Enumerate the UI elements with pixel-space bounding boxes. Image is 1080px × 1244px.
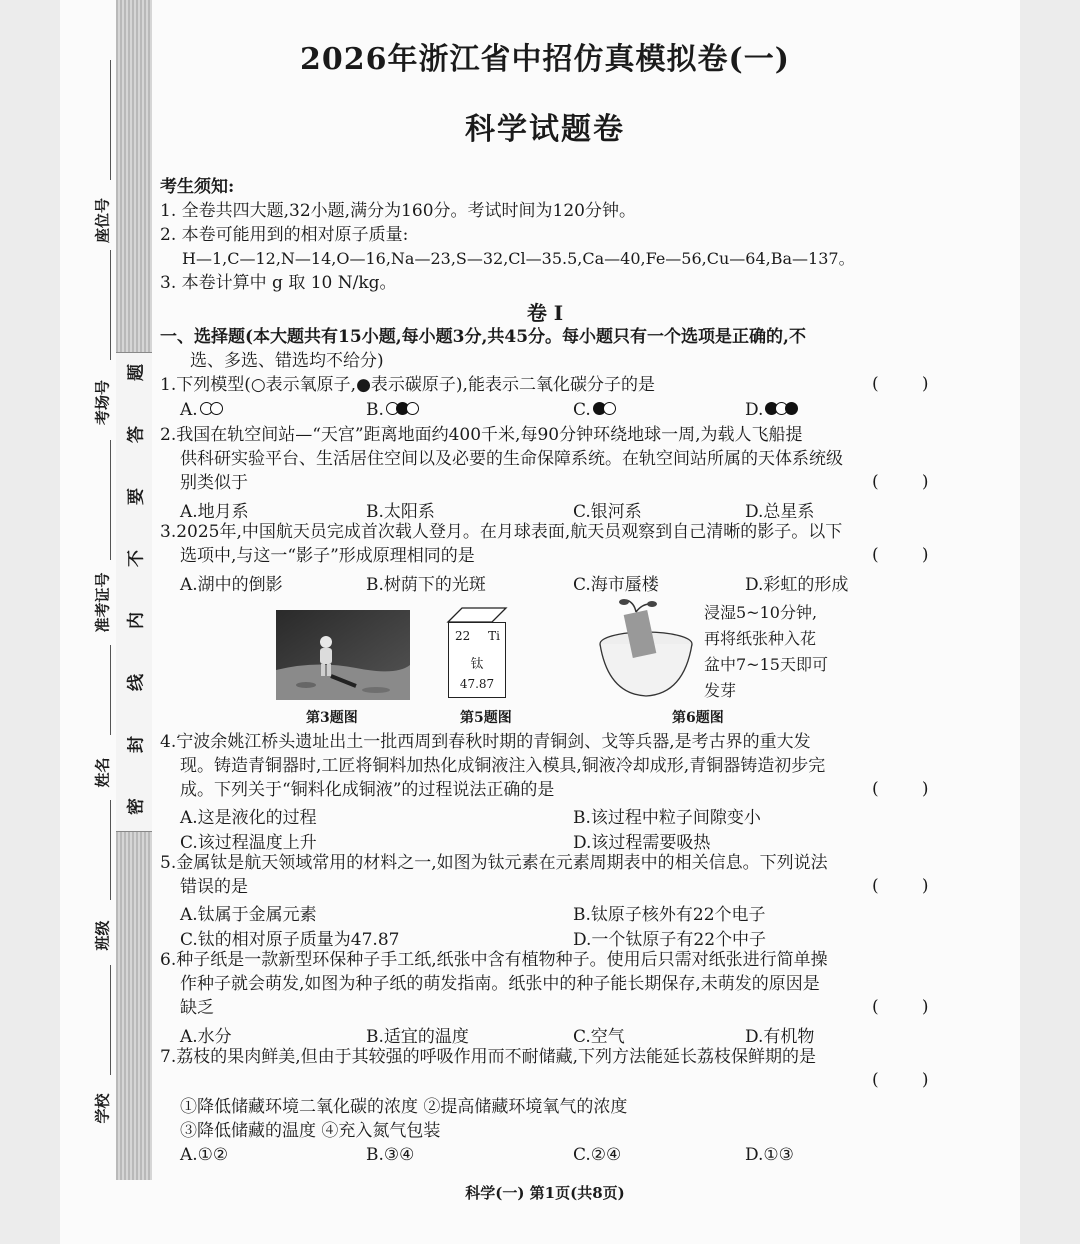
seed-guide-line-2: 再将纸张种入花: [704, 629, 817, 648]
q4-stem-1: 4.宁波余姚江桥头遗址出土一批西周到春秋时期的青铜剑、戈等兵器,是考古界的重大发: [160, 732, 811, 752]
figure-caption-3: 第3题图: [306, 710, 358, 726]
seed-guide-line-4: 发芽: [704, 681, 737, 700]
q1-stem: 1.下列模型(○表示氧原子,●表示碳原子),能表示二氧化碳分子的是: [160, 375, 655, 395]
q7-option-a[interactable]: A.①②: [180, 1145, 229, 1165]
q5-stem-2: 错误的是: [180, 877, 248, 897]
part1-intro-cont: 选、多选、错选均不给分): [190, 351, 384, 371]
q2-option-c[interactable]: C.银河系: [573, 502, 642, 522]
field-line: [110, 965, 111, 1075]
page-footer: 科学(一) 第1页(共8页): [465, 1184, 625, 1202]
seal-char: 封: [126, 736, 147, 753]
q4-option-a[interactable]: A.这是液化的过程: [180, 808, 317, 828]
field-line: [110, 440, 111, 560]
q4-option-c[interactable]: C.该过程温度上升: [180, 833, 317, 853]
q4-option-d[interactable]: D.该过程需要吸热: [573, 833, 711, 853]
cube-top-face: [446, 606, 508, 626]
option-letter: C.: [573, 400, 591, 420]
side-label-name: 姓名: [93, 757, 112, 788]
q4-option-b[interactable]: B.该过程中粒子间隙变小: [573, 808, 761, 828]
q1-option-a[interactable]: [180, 400, 223, 420]
figure-caption-5: 第5题图: [460, 710, 512, 726]
molecule-d: [765, 402, 798, 415]
q5-option-c[interactable]: C.钛的相对原子质量为47.87: [180, 930, 400, 950]
option-letter: A.: [180, 400, 198, 420]
answer-blank: ( ): [872, 997, 929, 1017]
q6-stem-1: 6.种子纸是一款新型环保种子手工纸,纸张中含有植物种子。使用后只需对纸张进行简单操: [160, 950, 828, 970]
notice-item-1: 1. 全卷共四大题,32小题,满分为160分。考试时间为120分钟。: [160, 201, 636, 221]
atomic-masses: H—1,C—12,N—14,O—16,Na—23,S—32,Cl—35.5,Ca—40,Fe—56,Cu—64,Ba—137。: [182, 249, 855, 268]
q5-option-d[interactable]: D.一个钛原子有22个中子: [573, 930, 767, 950]
seal-char: 题: [126, 364, 147, 381]
q3-option-c[interactable]: C.海市蜃楼: [573, 575, 659, 595]
side-label-seat: 座位号: [93, 198, 112, 244]
q6-option-c[interactable]: C.空气: [573, 1027, 625, 1047]
q6-option-a[interactable]: A.水分: [180, 1027, 232, 1047]
q3-option-a[interactable]: A.湖中的倒影: [180, 575, 283, 595]
section-title: 卷 I: [526, 301, 564, 325]
seal-char: 内: [126, 612, 147, 629]
answer-blank: ( ): [872, 779, 929, 799]
q2-option-a[interactable]: A.地月系: [180, 502, 249, 522]
answer-blank: ( ): [872, 876, 929, 896]
q2-option-d[interactable]: D.总星系: [745, 502, 815, 522]
side-label-ticket: 准考证号: [93, 572, 112, 633]
seed-guide-line-1: 浸湿5~10分钟,: [704, 603, 818, 622]
field-line: [110, 800, 111, 900]
q6-option-b[interactable]: B.适宜的温度: [366, 1027, 469, 1047]
field-line: [110, 60, 111, 180]
option-letter: D.: [745, 400, 764, 420]
molecule-c: [593, 402, 616, 415]
atomic-number: 22: [455, 629, 471, 643]
q7-statement-1: ①降低储藏环境二氧化碳的浓度 ②提高储藏环境氧气的浓度: [180, 1097, 628, 1117]
seal-box: [116, 352, 152, 832]
notice-item-3: 3. 本卷计算中 g 取 10 N/kg。: [160, 273, 397, 293]
q4-stem-2: 现。铸造青铜器时,工匠将铜料加热化成铜液注入模具,铜液冷却成形,青铜器铸造初步完: [180, 756, 826, 776]
figure-titanium-element: [448, 622, 506, 698]
q7-option-d[interactable]: D.①③: [745, 1145, 794, 1165]
seal-char: 要: [126, 488, 147, 505]
q6-stem-3: 缺乏: [180, 998, 214, 1018]
field-line: [110, 250, 111, 360]
side-label-school: 学校: [93, 1093, 112, 1124]
seal-char: 线: [126, 674, 147, 691]
option-letter: B.: [366, 400, 384, 420]
answer-blank: ( ): [872, 374, 929, 394]
element-name: 钛: [470, 657, 484, 672]
q4-stem-3: 成。下列关于“铜料化成铜液”的过程说法正确的是: [180, 780, 555, 800]
q3-option-d[interactable]: D.彩虹的形成: [745, 575, 849, 595]
q5-option-a[interactable]: A.钛属于金属元素: [180, 905, 317, 925]
molecule-a: [200, 402, 223, 415]
field-line: [110, 645, 111, 735]
answer-blank: ( ): [872, 472, 929, 492]
figure-astronaut-moon: [276, 610, 410, 700]
q3-stem-2: 选项中,与这一“影子”形成原理相同的是: [180, 546, 475, 566]
q7-statement-2: ③降低储藏的温度 ④充入氮气包装: [180, 1121, 441, 1141]
q2-stem-1: 2.我国在轨空间站—“天宫”距离地面约400千米,每90分钟环绕地球一周,为载人飞船提: [160, 425, 803, 445]
q7-option-b[interactable]: B.③④: [366, 1145, 415, 1165]
q6-stem-2: 作种子就会萌发,如图为种子纸的萌发指南。纸张中的种子能长期保存,未萌发的原因是: [180, 974, 820, 994]
notice-heading: 考生须知:: [160, 177, 235, 197]
q2-option-b[interactable]: B.太阳系: [366, 502, 435, 522]
seal-char: 不: [126, 550, 147, 567]
notice-item-2: 2. 本卷可能用到的相对原子质量:: [160, 225, 409, 245]
q7-option-c[interactable]: C.②④: [573, 1145, 622, 1165]
q1-option-d[interactable]: [745, 400, 798, 420]
q1-option-c[interactable]: [573, 400, 616, 420]
figure-seed-paper-pot: [596, 598, 696, 700]
side-label-class: 班级: [93, 920, 112, 951]
q6-option-d[interactable]: D.有机物: [745, 1027, 815, 1047]
seal-char: 密: [126, 798, 147, 815]
q2-stem-2: 供科研实验平台、生活居住空间以及必要的生命保障系统。在轨空间站所属的天体系统级: [180, 449, 843, 469]
atomic-mass: 47.87: [459, 677, 495, 691]
part1-intro: 一、选择题(本大题共有15小题,每小题3分,共45分。每小题只有一个选项是正确的,不: [160, 327, 806, 347]
element-symbol: Ti: [488, 629, 500, 643]
q5-stem-1: 5.金属钛是航天领域常用的材料之一,如图为钛元素在元素周期表中的相关信息。下列说法: [160, 853, 828, 873]
exam-title: 2026年浙江省中招仿真模拟卷(一): [300, 42, 790, 77]
seal-char: 答: [126, 426, 147, 443]
answer-blank: ( ): [872, 1070, 929, 1090]
figure-caption-6: 第6题图: [672, 710, 724, 726]
side-label-room: 考场号: [93, 380, 112, 426]
seed-guide-line-3: 盆中7~15天即可: [704, 655, 828, 674]
q3-stem-1: 3.2025年,中国航天员完成首次载人登月。在月球表面,航天员观察到自己清晰的影子。以下: [160, 522, 843, 542]
q5-option-b[interactable]: B.钛原子核外有22个电子: [573, 905, 766, 925]
q7-stem: 7.荔枝的果肉鲜美,但由于其较强的呼吸作用而不耐储藏,下列方法能延长荔枝保鲜期的是: [160, 1047, 817, 1067]
binding-strip: [116, 0, 152, 1180]
q1-option-b[interactable]: [366, 400, 419, 420]
molecule-b: [386, 402, 419, 415]
answer-blank: ( ): [872, 545, 929, 565]
q2-stem-3: 别类似于: [180, 473, 248, 493]
q3-option-b[interactable]: B.树荫下的光斑: [366, 575, 486, 595]
exam-subject: 科学试题卷: [465, 112, 625, 147]
